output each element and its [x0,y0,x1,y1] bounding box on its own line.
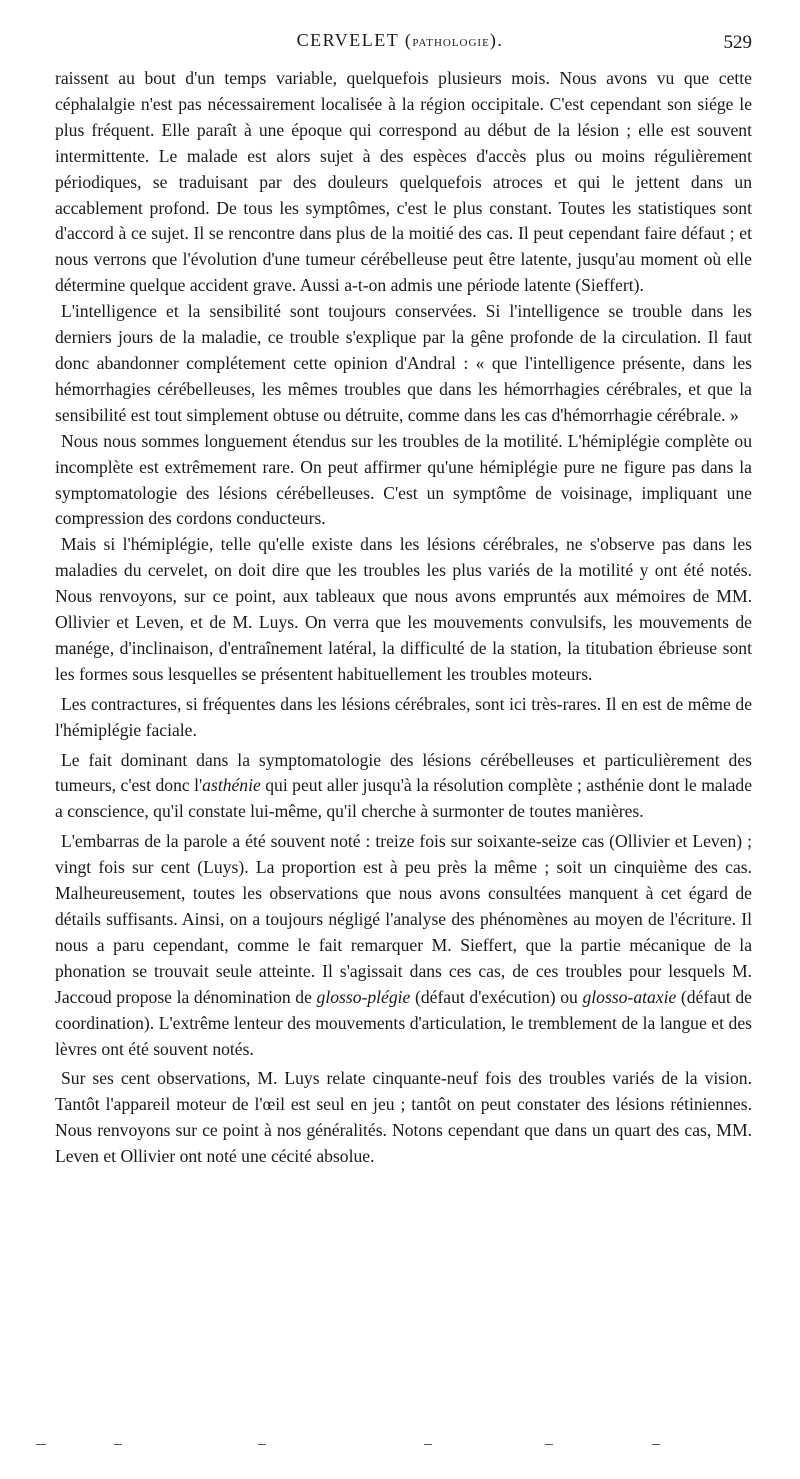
text-run: L'intelligence et la sensibilité sont toujours conservées. Si l'intelligence se trouble dans les derniers jours de la maladie, ce trouble s'explique par la gêne profonde de la circulation. Il faut donc abandonner complétement cette opinion d'Andral : « que l'intelligence présente, dans les hémorrhagies cérébelleuses, les mêmes troubles que dans les hémorrhagies cérébrales, et que la sensibilité est tout simplement obtuse ou détruite, comme dans les cas d'hémorrhagie cérébrale. » [55,301,752,425]
italic-term: glosso-plégie [316,986,411,1007]
italic-term: asthénie [202,775,261,796]
text-run: Nous nous sommes longuement étendus sur les troubles de la motilité. L'hémiplégie complète ou incomplète est extrêmement rare. On peut affirmer qu'une hémiplégie pure ne figure pas dans la symptomatologie des lésions cérébelleuses. C'est un symptôme de voisinage, impliquant une compression des cordons conducteurs. [55,430,752,529]
paragraph [55,429,752,533]
text-run: Sur ses cent observations, M. Luys relate cinquante-neuf fois des troubles variés de la vision. Tantôt l'appareil moteur de l'œil est seul en jeu ; tantôt on peut constater des lésions rétiniennes. Nous renvoyons sur ce point à nos généralités. Notons cependant que dans un quart des cas, MM. Leven et Ollivier ont noté une cécité absolue. [55,1068,752,1167]
paragraph [55,1066,752,1170]
text-run: Mais si l'hémiplégie, telle qu'elle existe dans les lésions cérébrales, ne s'observe pas dans les maladies du cervelet, on doit dire que les troubles les plus variés de la motilité y ont été notés. Nous renvoyons, sur ce point, aux tableaux que nous avons empruntés aux mémoires de MM. Ollivier et Leven, et de M. Luys. On verra que les mouvements convulsifs, les mouvements de manége, d'inclinaison, d'entraînement latéral, la difficulté de la station, la titubation ébrieuse sont les formes sous lesquelles se présentent habituellement les troubles moteurs. [55,534,752,684]
print-mark [258,1444,266,1445]
text-run: qui peut aller jusqu'à la résolution complète ; asthénie dont le malade a conscience, qu'il constate lui-même, qu'il cherche à surmonter de toutes manières. [55,775,752,822]
paragraph [55,748,752,826]
running-title-main: CERVELET ( [296,30,413,50]
text-run: Les contractures, si fréquentes dans les lésions cérébrales, sont ici très-rares. Il en est de même de l'hémiplégie faciale. [55,693,752,740]
print-mark [424,1444,432,1445]
text-run: raissent au bout d'un temps variable, quelquefois plusieurs mois. Nous avons vu que cette céphalalgie n'est pas nécessairement localisée à la région occipitale. C'est cependant son siége le plus fréquent. Elle paraît à une époque qui correspond au début de la lésion ; elle est souvent intermittente. Le malade est alors sujet à des espèces d'accès plus ou moins régulièrement périodiques, se traduisant par des douleurs quelquefois atroces et qui le jettent dans un accablement profond. De tous les symptômes, c'est le plus constant. Toutes les statistiques sont d'accord à ce sujet. Il se rencontre dans plus de la moitié des cas. Il peut cependant faire défaut ; et nous verrons que l'évolution d'une tumeur cérébelleuse peut être latente, jusqu'au moment où elle détermine quelque accident grave. Aussi a-t-on admis une période latente (Sieffert). [55,68,752,296]
text-run: (défaut de coordination). L'extrême lenteur des mouvements d'articulation, le tremblement de la langue et des lèvres ont été souvent notés. [55,986,752,1059]
print-mark [114,1444,122,1445]
paragraph [55,692,752,744]
paragraph [55,532,752,687]
page-number: 529 [723,32,752,53]
print-mark [545,1444,553,1445]
print-mark [652,1444,660,1445]
italic-term: glosso-ataxie [582,986,677,1007]
paragraph [55,829,752,1062]
running-header [0,30,800,60]
running-title-end: ). [489,30,504,50]
text-run: L'embarras de la parole a été souvent noté : treize fois sur soixante-seize cas (Ollivier et Leven) ; vingt fois sur cent (Luys). La proportion est à peu près la même ; soit un cinquième des cas. Malheureusement, toutes les observations que nous avons consultées manquent à cet égard de détails suffisants. Ainsi, on a toujours négligé l'analyse des phénomènes au moyen de l'écriture. Il nous a paru cependant, comme le fait remarquer M. Sieffert, que la partie mécanique de la phonation se trouvait seule atteinte. Il s'agissait dans ces cas, de ces troubles pour lesquels M. Jaccoud propose la dénomination de [55,831,752,1007]
text-run: Le fait dominant dans la symptomatologie des lésions cérébelleuses et particulièrement des tumeurs, c'est donc l' [55,749,752,796]
paragraph [55,299,752,429]
footer-print-marks [0,1444,800,1454]
running-title-section: PATHOLOGIE [412,37,490,49]
body-text [55,66,752,1170]
print-mark [36,1444,46,1445]
text-run: (défaut d'exécution) ou [410,986,583,1007]
paragraph [55,66,752,299]
running-title [0,30,800,51]
